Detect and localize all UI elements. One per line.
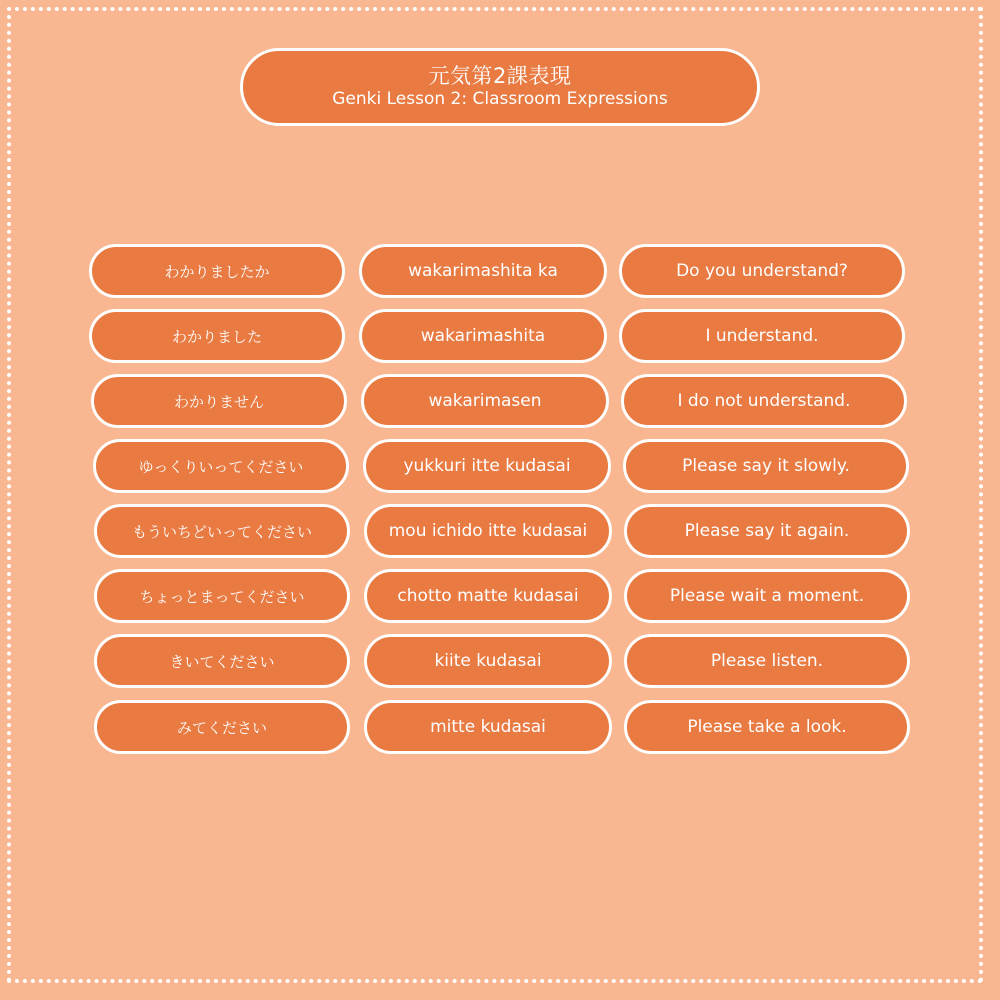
english-pill: Please say it slowly. [623,439,909,493]
romaji-pill: chotto matte kudasai [364,569,612,623]
romaji-pill: wakarimashita [359,309,607,363]
japanese-pill: ちょっとまってください [94,569,350,623]
romaji-pill: yukkuri itte kudasai [363,439,611,493]
japanese-pill: みてください [94,700,350,754]
english-pill: Please take a look. [624,700,910,754]
english-pill: Please say it again. [624,504,910,558]
dotted-border [7,7,983,983]
japanese-pill: わかりません [91,374,347,428]
english-pill: I understand. [619,309,905,363]
title-banner [240,48,760,126]
romaji-pill: kiite kudasai [364,634,612,688]
english-pill: Do you understand? [619,244,905,298]
romaji-pill: mitte kudasai [364,700,612,754]
english-pill: Please wait a moment. [624,569,910,623]
japanese-pill: きいてください [94,634,350,688]
romaji-pill: wakarimasen [361,374,609,428]
japanese-pill: ゆっくりいってください [93,439,349,493]
romaji-pill: mou ichido itte kudasai [364,504,612,558]
title-japanese: 元気第2課表現 [428,64,572,88]
japanese-pill: わかりました [89,309,345,363]
english-pill: Please listen. [624,634,910,688]
romaji-pill: wakarimashita ka [359,244,607,298]
english-pill: I do not understand. [621,374,907,428]
japanese-pill: わかりましたか [89,244,345,298]
title-english: Genki Lesson 2: Classroom Expressions [332,89,668,109]
japanese-pill: もういちどいってください [94,504,350,558]
